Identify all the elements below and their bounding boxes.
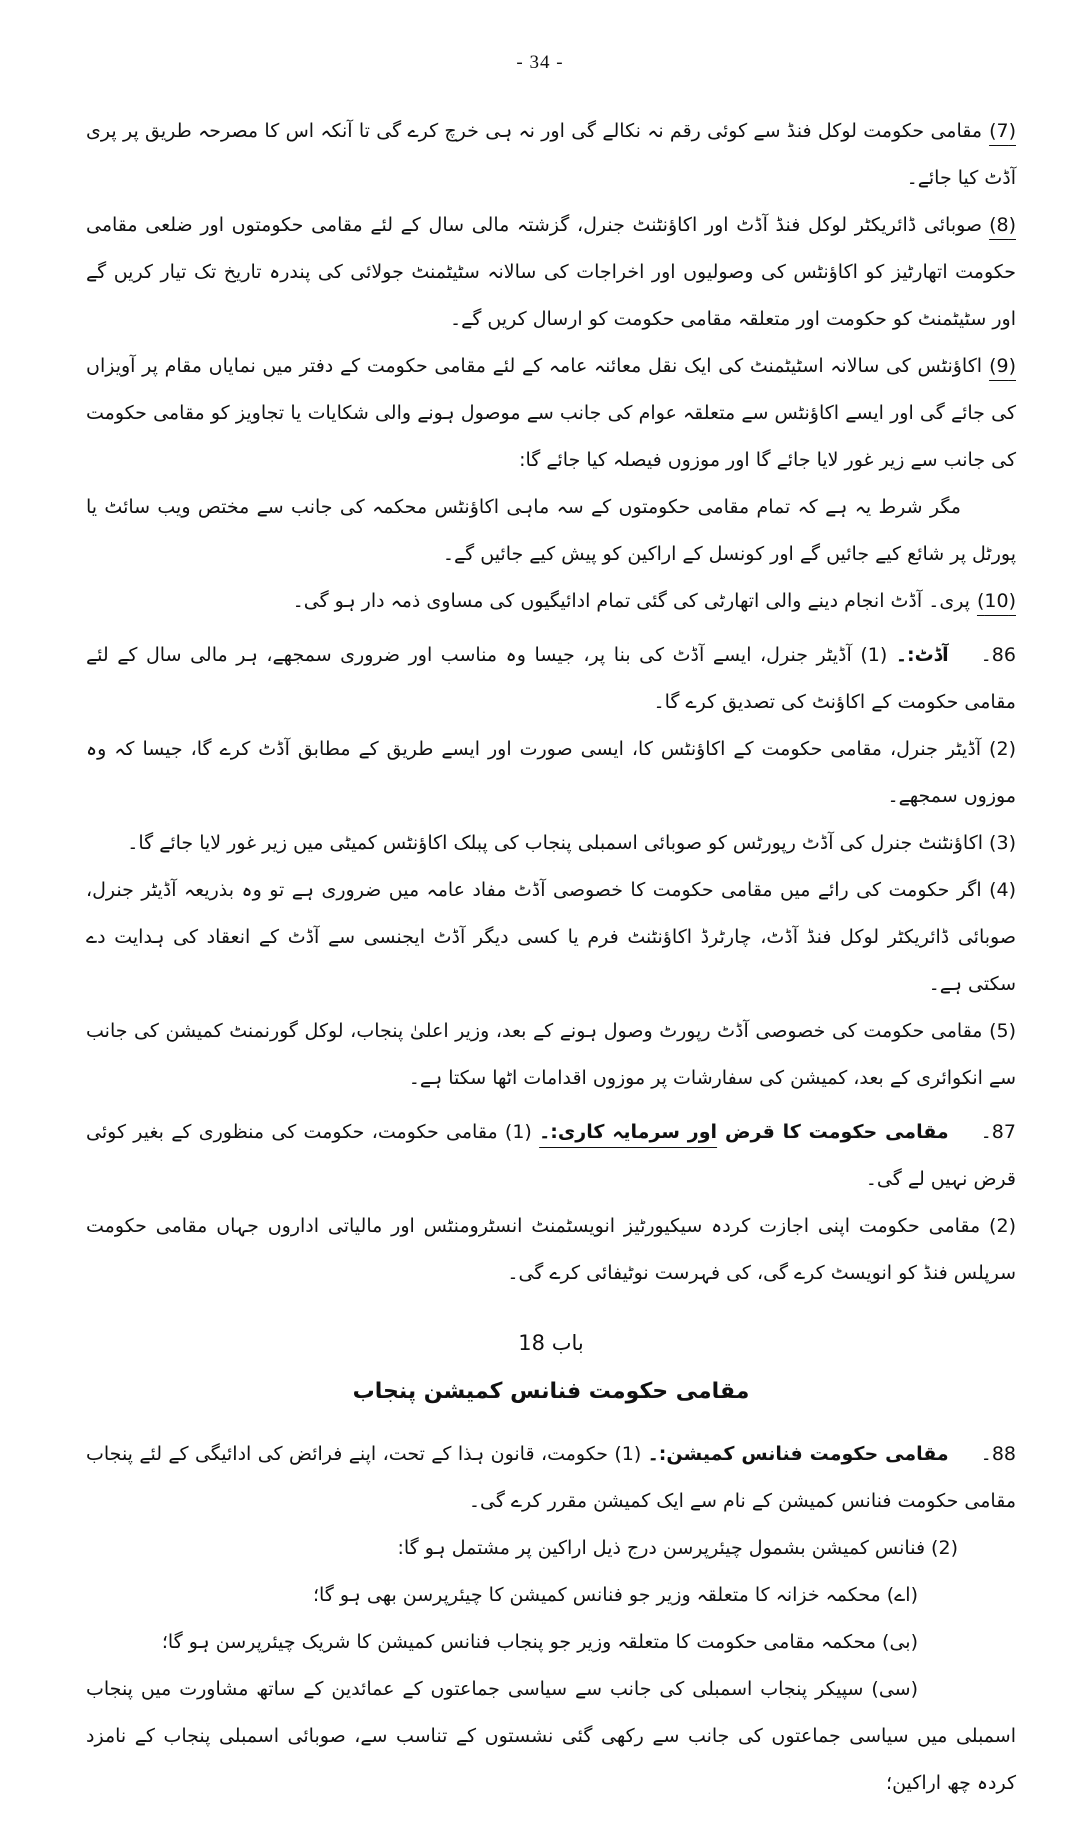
clause-7 xyxy=(86,108,1016,202)
clause-9-text: اکاؤنٹس کی سالانہ اسٹیٹمنٹ کی ایک نقل معائنہ عامہ کے لئے مقامی حکومت کے دفتر میں نمایاں مقام پر آویزاں کی جائے گی اور ایسے اکاؤنٹس سے متعلقہ عوام کی جانب سے موصول ہونے والی شکایات یا تجاویز کو مقامی حکومت کی جانب سے زیر غور لایا جائے گا اور موزوں فیصلہ کیا جائے گا: xyxy=(86,355,1016,471)
clause-8-text: صوبائی ڈائریکٹر لوکل فنڈ آڈٹ اور اکاؤنٹنٹ جنرل، گزشتہ مالی سال کے لئے مقامی حکومتوں اور ضلعی مقامی حکومت اتھارٹیز کو اکاؤنٹس کی وصولیوں اور اخراجات کی سالانہ سٹیٹمنٹ جولائی کی پندرہ تاریخ تک تیار کریں گے اور سٹیٹمنٹ کو حکومت اور متعلقہ مقامی حکومت کو ارسال کریں گے۔ xyxy=(86,214,1016,330)
clause-10-text: پری۔ آڈٹ انجام دینے والی اتھارٹی کی گئی تمام ادائیگیوں کی مساوی ذمہ دار ہو گی۔ xyxy=(292,590,970,612)
section-87-heading-underlined: اور سرمایہ کاری:۔ xyxy=(539,1121,718,1143)
clause-7-text: مقامی حکومت لوکل فنڈ سے کوئی رقم نہ نکالے گی اور نہ ہی خرچ کرے گی تا آنکہ اس کا مصرحہ طریق پر پری آڈٹ کیا جائے۔ xyxy=(86,120,1016,189)
clause-9 xyxy=(86,343,1016,484)
chapter-heading xyxy=(86,1319,1016,1417)
section-88-sub2: (2) فنانس کمیشن بشمول چیئرپرسن درج ذیل اراکین پر مشتمل ہو گا: xyxy=(397,1537,958,1559)
section-86-heading: آڈٹ:۔ xyxy=(895,644,949,666)
section-86-number: 86۔ xyxy=(980,644,1016,666)
clause-8 xyxy=(86,202,1016,343)
section-88-sub1: (1) حکومت، قانون ہذا کے تحت، اپنے فرائض کی ادائیگی کے لئے پنجاب مقامی حکومت فنانس کمیشن کے نام سے ایک کمیشن مقرر کرے گی۔ xyxy=(86,1443,1016,1512)
section-87 xyxy=(86,1109,1016,1203)
section-88 xyxy=(86,1431,1016,1525)
section-88-item-c: (سی) سپیکر پنجاب اسمبلی کی جانب سے سیاسی جماعتوں کے عمائدین کے ساتھ مشاورت میں پنجاب اسمبلی میں سیاسی جماعتوں کی جانب سے رکھی گئی نشستوں کے تناسب سے، صوبائی اسمبلی پنجاب کے نامزد کردہ چھ اراکین؛ xyxy=(86,1678,1016,1794)
clause-10 xyxy=(86,578,1016,625)
clause-9-proviso: مگر شرط یہ ہے کہ تمام مقامی حکومتوں کے سہ ماہی اکاؤنٹس محکمہ کی جانب سے مختص ویب سائٹ یا پورٹل پر شائع کیے جائیں گے اور کونسل کے اراکین کو پیش کیے جائیں گے۔ xyxy=(86,496,1016,565)
section-88-heading: مقامی حکومت فنانس کمیشن:۔ xyxy=(647,1443,949,1465)
clause-8-number: (8) xyxy=(989,214,1016,236)
clause-10-number: (10) xyxy=(976,590,1016,612)
page-number: - 34 - xyxy=(516,52,564,73)
document-body xyxy=(0,74,1080,1847)
section-86-sub4: (4) اگر حکومت کی رائے میں مقامی حکومت کا خصوصی آڈٹ مفاد عامہ میں ضروری ہے تو وہ بذریعہ آڈیٹر جنرل، صوبائی ڈائریکٹر لوکل فنڈ آڈٹ، چارٹرڈ اکاؤنٹنٹ فرم یا کسی دیگر آڈٹ ایجنسی سے آڈٹ کے انعقاد کی ہدایت دے سکتی ہے۔ xyxy=(86,879,1016,995)
section-86-sub5: (5) مقامی حکومت کی خصوصی آڈٹ رپورٹ وصول ہونے کے بعد، وزیر اعلیٰ پنجاب، لوکل گورنمنٹ کمیشن کی جانب سے انکوائری کے بعد، کمیشن کی سفارشات پر موزوں اقدامات اٹھا سکتا ہے۔ xyxy=(86,1020,1016,1089)
section-88-item-a: (اے) محکمہ خزانہ کا متعلقہ وزیر جو فنانس کمیشن کا چیئرپرسن بھی ہو گا؛ xyxy=(312,1584,918,1606)
section-87-sub1: (1) مقامی حکومت، حکومت کی منظوری کے بغیر کوئی قرض نہیں لے گی۔ xyxy=(86,1121,1016,1190)
section-86-sub1: (1) آڈیٹر جنرل، ایسے آڈٹ کی بنا پر، جیسا وہ مناسب اور ضروری سمجھے، ہر مالی سال کے لئے مقامی حکومت کے اکاؤنٹ کی تصدیق کرے گا۔ xyxy=(86,644,1016,713)
chapter-title: مقامی حکومت فنانس کمیشن پنجاب xyxy=(352,1379,750,1404)
clause-9-number: (9) xyxy=(989,355,1016,377)
section-87-number: 87۔ xyxy=(980,1121,1016,1143)
section-88-number: 88۔ xyxy=(980,1443,1016,1465)
section-87-heading: مقامی حکومت کا قرض xyxy=(717,1121,949,1143)
section-88-item-b: (بی) محکمہ مقامی حکومت کا متعلقہ وزیر جو پنجاب فنانس کمیشن کا شریک چیئرپرسن ہو گا؛ xyxy=(161,1631,918,1653)
section-87-sub2: (2) مقامی حکومت اپنی اجازت کردہ سیکیورٹیز انویسٹمنٹ انسٹرومنٹس اور مالیاتی اداروں جہاں مقامی حکومت سرپلس فنڈ کو انویسٹ کرے گی، کی فہرست نوٹیفائی کرے گی۔ xyxy=(86,1215,1016,1284)
chapter-label: باب 18 xyxy=(518,1331,584,1355)
section-86 xyxy=(86,632,1016,726)
section-86-sub3: (3) اکاؤنٹنٹ جنرل کی آڈٹ رپورٹس کو صوبائی اسمبلی پنجاب کی پبلک اکاؤنٹس کمیٹی میں زیر غور لایا جائے گا۔ xyxy=(127,832,1016,854)
clause-7-number: (7) xyxy=(989,120,1016,142)
section-86-sub2: (2) آڈیٹر جنرل، مقامی حکومت کے اکاؤنٹس کا، ایسی صورت اور ایسے طریق کے مطابق آڈٹ کرے گا، جیسا کہ وہ موزوں سمجھے۔ xyxy=(86,738,1016,807)
